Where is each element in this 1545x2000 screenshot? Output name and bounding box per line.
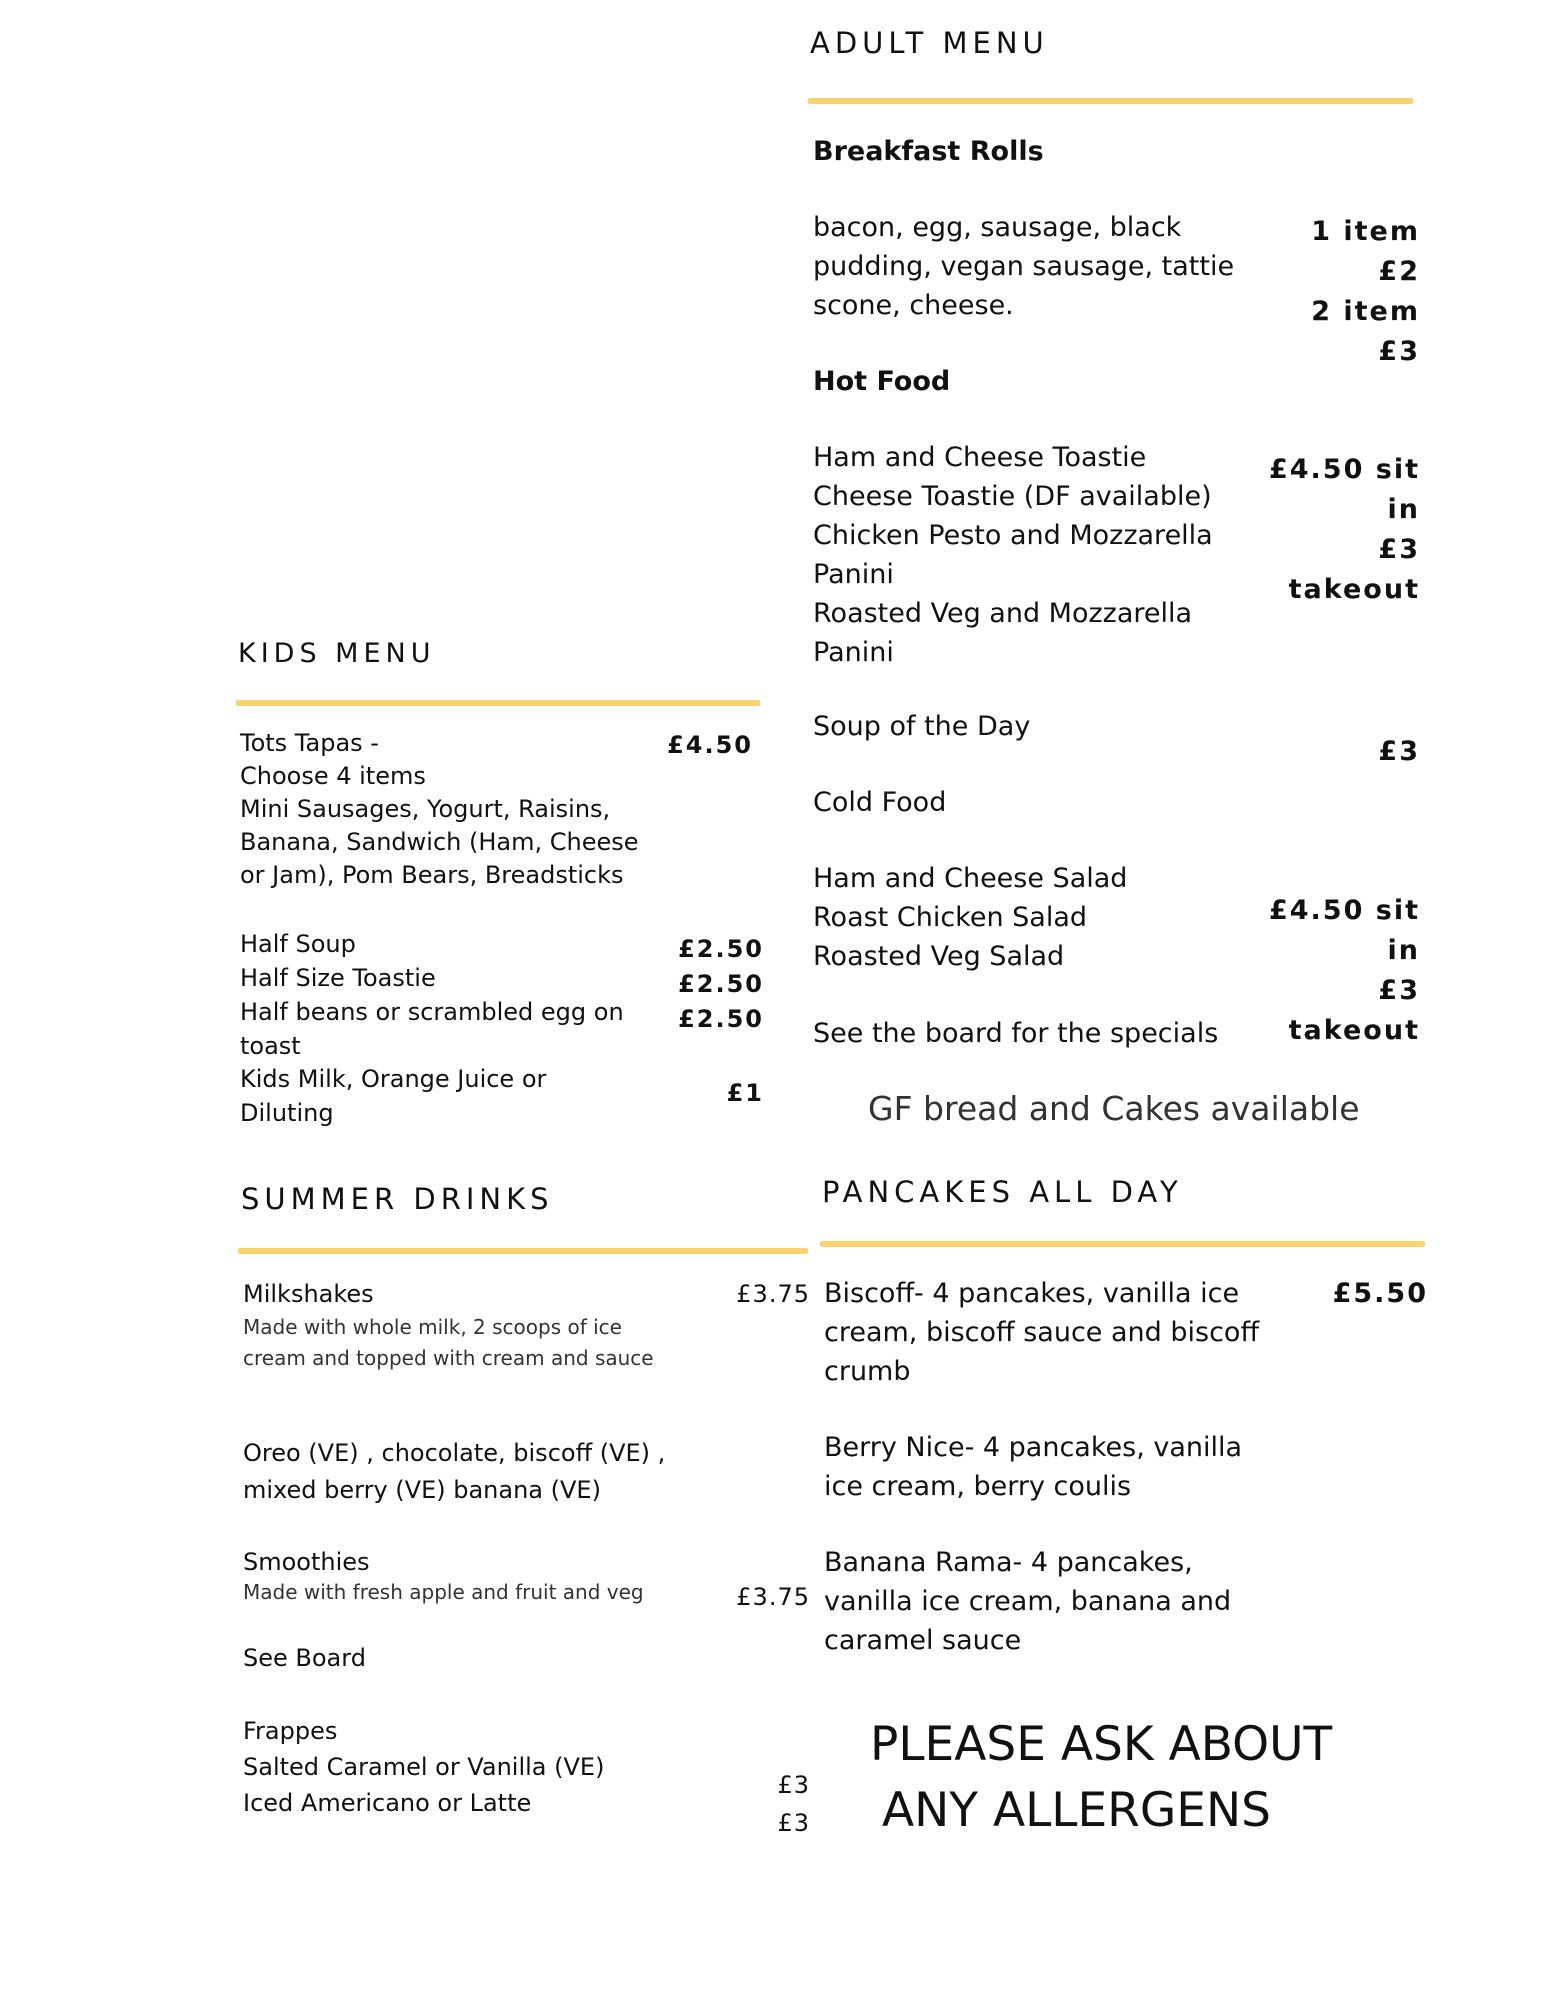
hot-food-title: Hot Food — [813, 366, 951, 397]
kids-drinks: Kids Milk, Orange Juice or Diluting — [240, 1065, 547, 1127]
adult-menu-rule — [808, 98, 1413, 104]
half-beans: Half beans or scrambled egg on toast — [240, 998, 624, 1060]
breakfast-price-line: 1 item — [1311, 216, 1420, 247]
milkshake-flavours: Oreo (VE) , chocolate, biscoff (VE) , mixed berry (VE) banana (VE) — [243, 1439, 666, 1504]
hot-food-price-line: £3 — [1378, 534, 1420, 565]
half-soup: Half Soup — [240, 930, 356, 958]
half-portion-price: £2.50 — [678, 970, 764, 998]
cold-food-item: Ham and Cheese Salad — [813, 863, 1128, 894]
milkshakes-title: Milkshakes — [243, 1280, 374, 1308]
breakfast-description: bacon, egg, sausage, black pudding, vegan sausage, tattie scone, cheese. — [813, 212, 1235, 321]
cold-food-price-line: £4.50 sit — [1268, 895, 1420, 926]
kids-menu-rule — [236, 700, 760, 706]
pancake-biscoff: Biscoff- 4 pancakes, vanilla ice cream, biscoff sauce and biscoff crumb — [824, 1278, 1260, 1387]
half-portion-price: £2.50 — [678, 1005, 764, 1033]
frappes-title: Frappes — [243, 1717, 338, 1745]
tots-tapas-line: Tots Tapas - — [240, 729, 379, 757]
frappes-price: £3 — [777, 1809, 810, 1837]
summer-drinks-heading: SUMMER DRINKS — [241, 1182, 554, 1216]
half-portion-price: £2.50 — [678, 935, 764, 963]
frappes-item: Salted Caramel or Vanilla (VE) — [243, 1753, 605, 1781]
half-toastie: Half Size Toastie — [240, 964, 436, 992]
frappes-price: £3 — [777, 1771, 810, 1799]
kids-drinks-price: £1 — [726, 1079, 764, 1107]
hot-food-price-line: £4.50 sit — [1268, 454, 1420, 485]
summer-drinks-rule — [238, 1248, 808, 1254]
half-portions — [240, 927, 640, 1063]
gf-note: GF bread and Cakes available — [868, 1089, 1360, 1128]
frappes-prices — [740, 1766, 810, 1842]
frappes — [243, 1713, 663, 1821]
breakfast-price-line: 2 item — [1311, 296, 1420, 327]
hot-food-list — [813, 438, 1243, 672]
breakfast-prices — [1260, 212, 1420, 372]
breakfast-price-line: £2 — [1378, 256, 1420, 287]
cold-food-price-line: in — [1387, 935, 1420, 966]
pancake-banana-rama: Banana Rama- 4 pancakes, vanilla ice cream, banana and caramel sauce — [824, 1547, 1232, 1656]
hot-food-price-line: takeout — [1288, 574, 1420, 605]
kids-menu-heading: KIDS MENU — [238, 638, 436, 669]
cold-food-price-line: takeout — [1288, 1015, 1420, 1046]
adult-menu-heading: ADULT MENU — [810, 26, 1049, 60]
see-board: See Board — [243, 1644, 366, 1672]
allergens-line-1: PLEASE ASK ABOUT — [870, 1717, 1333, 1772]
allergens-line-2: ANY ALLERGENS — [882, 1783, 1271, 1838]
milkshakes-price: £3.75 — [736, 1280, 810, 1308]
breakfast-title: Breakfast Rolls — [813, 136, 1044, 167]
cold-food-prices — [1240, 891, 1420, 1051]
breakfast-price-line: £3 — [1378, 336, 1420, 367]
hot-food-prices — [1240, 450, 1420, 610]
americano-item: Iced Americano or Latte — [243, 1789, 532, 1817]
hot-food-item: Roasted Veg and Mozzarella Panini — [813, 598, 1193, 668]
cold-food-title: Cold Food — [813, 787, 947, 818]
tots-tapas — [240, 727, 660, 892]
pancakes-price: £5.50 — [1332, 1278, 1428, 1309]
smoothies-price: £3.75 — [736, 1583, 810, 1611]
smoothies-description: Made with fresh apple and fruit and veg — [243, 1580, 644, 1604]
cold-food-list — [813, 859, 1233, 976]
tots-tapas-price: £4.50 — [667, 731, 753, 759]
cold-food-item: Roasted Veg Salad — [813, 941, 1065, 972]
pancake-berry-nice: Berry Nice- 4 pancakes, vanilla ice cream, berry coulis — [824, 1432, 1243, 1502]
hot-food-item: Chicken Pesto and Mozzarella Panini — [813, 520, 1213, 590]
smoothies-title: Smoothies — [243, 1548, 370, 1576]
soup-of-the-day: Soup of the Day — [813, 711, 1031, 742]
pancakes-rule — [820, 1241, 1425, 1247]
tots-tapas-line: Banana, Sandwich (Ham, Cheese — [240, 828, 639, 856]
milkshakes-description: Made with whole milk, 2 scoops of ice cream and topped with cream and sauce — [243, 1315, 654, 1370]
tots-tapas-line: Mini Sausages, Yogurt, Raisins, — [240, 795, 611, 823]
specials-note: See the board for the specials — [813, 1018, 1219, 1049]
tots-tapas-line: Choose 4 items — [240, 762, 426, 790]
hot-food-price-line: in — [1387, 494, 1420, 525]
half-portion-prices — [640, 932, 764, 1037]
hot-food-item: Cheese Toastie (DF available) — [813, 481, 1212, 512]
pancakes-heading: PANCAKES ALL DAY — [822, 1175, 1183, 1209]
cold-food-item: Roast Chicken Salad — [813, 902, 1088, 933]
soup-price: £3 — [1378, 736, 1420, 767]
tots-tapas-line: or Jam), Pom Bears, Breadsticks — [240, 861, 624, 889]
cold-food-price-line: £3 — [1378, 975, 1420, 1006]
hot-food-item: Ham and Cheese Toastie — [813, 442, 1147, 473]
